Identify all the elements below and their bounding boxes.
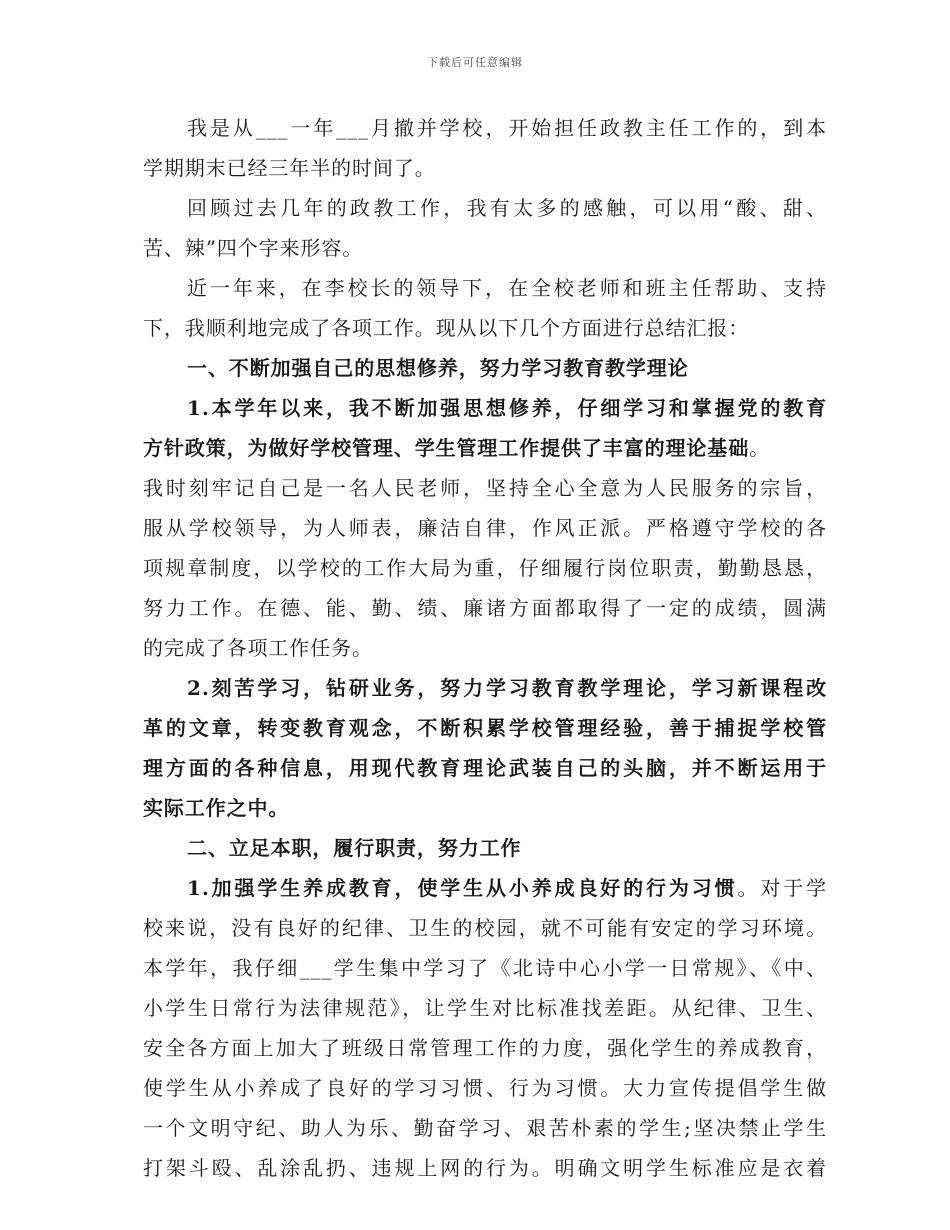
section-heading-1: 一、不断加强自己的思想修养，努力学习教育教学理论 bbox=[187, 356, 689, 380]
p7-line-1 bbox=[143, 868, 827, 908]
p4-line-6: 努力工作。在德、能、勤、绩、廉诸方面都取得了一定的成绩，圆满 bbox=[143, 596, 827, 620]
p4-line-7: 的完成了各项工作任务。 bbox=[143, 636, 373, 660]
p4-tail: 。 bbox=[749, 436, 771, 460]
page-header: 下载后可任意编辑 bbox=[427, 56, 523, 69]
p4-line-2 bbox=[143, 428, 827, 468]
p7-line-6: 使学生从小养成了良好的学习习惯、行为习惯。大力宣传提倡学生做 bbox=[143, 1076, 827, 1100]
p5-line-4: 实际工作之中。 bbox=[143, 796, 290, 820]
p7-line-8: 打架斗殴、乱涂乱扔、违规上网的行为。明确文明学生标准应是衣着 bbox=[143, 1156, 827, 1180]
p3-line-1: 近一年来，在李校长的领导下，在全校老师和班主任帮助、支持 bbox=[187, 276, 827, 300]
p7-normal-rest: 。对于学 bbox=[737, 876, 827, 900]
p4-line-5: 项规章制度，以学校的工作大局为重，仔细履行岗位职责，勤勤恳恳， bbox=[143, 556, 827, 580]
p7-line-5: 安全各方面上加大了班级日常管理工作的力度，强化学生的养成教育， bbox=[143, 1036, 827, 1060]
p7-bold-start: 1.加强学生养成教育，使学生从小养成良好的行为习惯 bbox=[187, 876, 738, 900]
p7-line-4: 小学生日常行为法律规范》，让学生对比标准找差距。从纪律、卫生、 bbox=[143, 996, 827, 1020]
p4-bold-line-1: 1.本学年以来，我不断加强思想修养，仔细学习和掌握党的教育 bbox=[187, 396, 827, 420]
p5-line-1: 2.刻苦学习，钻研业务，努力学习教育教学理论，学习新课程改 bbox=[187, 676, 827, 700]
p4-bold-line-2: 方针政策，为做好学校管理、学生管理工作提供了丰富的理论基础 bbox=[143, 436, 750, 460]
p7-line-7: 一个文明守纪、助人为乐、勤奋学习、艰苦朴素的学生;坚决禁止学生 bbox=[143, 1116, 827, 1140]
p7-line-3: 本学年，我仔细___学生集中学习了《北诗中心小学一日常规》、《中、 bbox=[143, 956, 827, 980]
p3-line-2: 下，我顺利地完成了各项工作。现从以下几个方面进行总结汇报： bbox=[143, 316, 750, 340]
document-body bbox=[143, 108, 827, 1188]
section-heading-2: 二、立足本职，履行职责，努力工作 bbox=[187, 836, 522, 860]
p2-line-1: 回顾过去几年的政教工作，我有太多的感触，可以用“酸、甜、 bbox=[187, 196, 827, 220]
p4-line-4: 服从学校领导，为人师表，廉洁自律，作风正派。严格遵守学校的各 bbox=[143, 516, 827, 540]
p5-line-2: 革的文章，转变教育观念，不断积累学校管理经验，善于捕捉学校管 bbox=[143, 716, 827, 740]
p7-line-2: 校来说，没有良好的纪律、卫生的校园，就不可能有安定的学习环境。 bbox=[143, 916, 827, 940]
p4-line-3: 我时刻牢记自己是一名人民老师，坚持全心全意为人民服务的宗旨， bbox=[143, 476, 827, 500]
p5-line-3: 理方面的各种信息，用现代教育理论武装自己的头脑，并不断运用于 bbox=[143, 756, 827, 780]
p1-line-1: 我是从___一年___月撤并学校，开始担任政教主任工作的，到本 bbox=[187, 116, 827, 140]
p1-line-2: 学期期末已经三年半的时间了。 bbox=[143, 156, 436, 180]
p2-line-2: 苦、辣”四个字来形容。 bbox=[143, 236, 364, 260]
